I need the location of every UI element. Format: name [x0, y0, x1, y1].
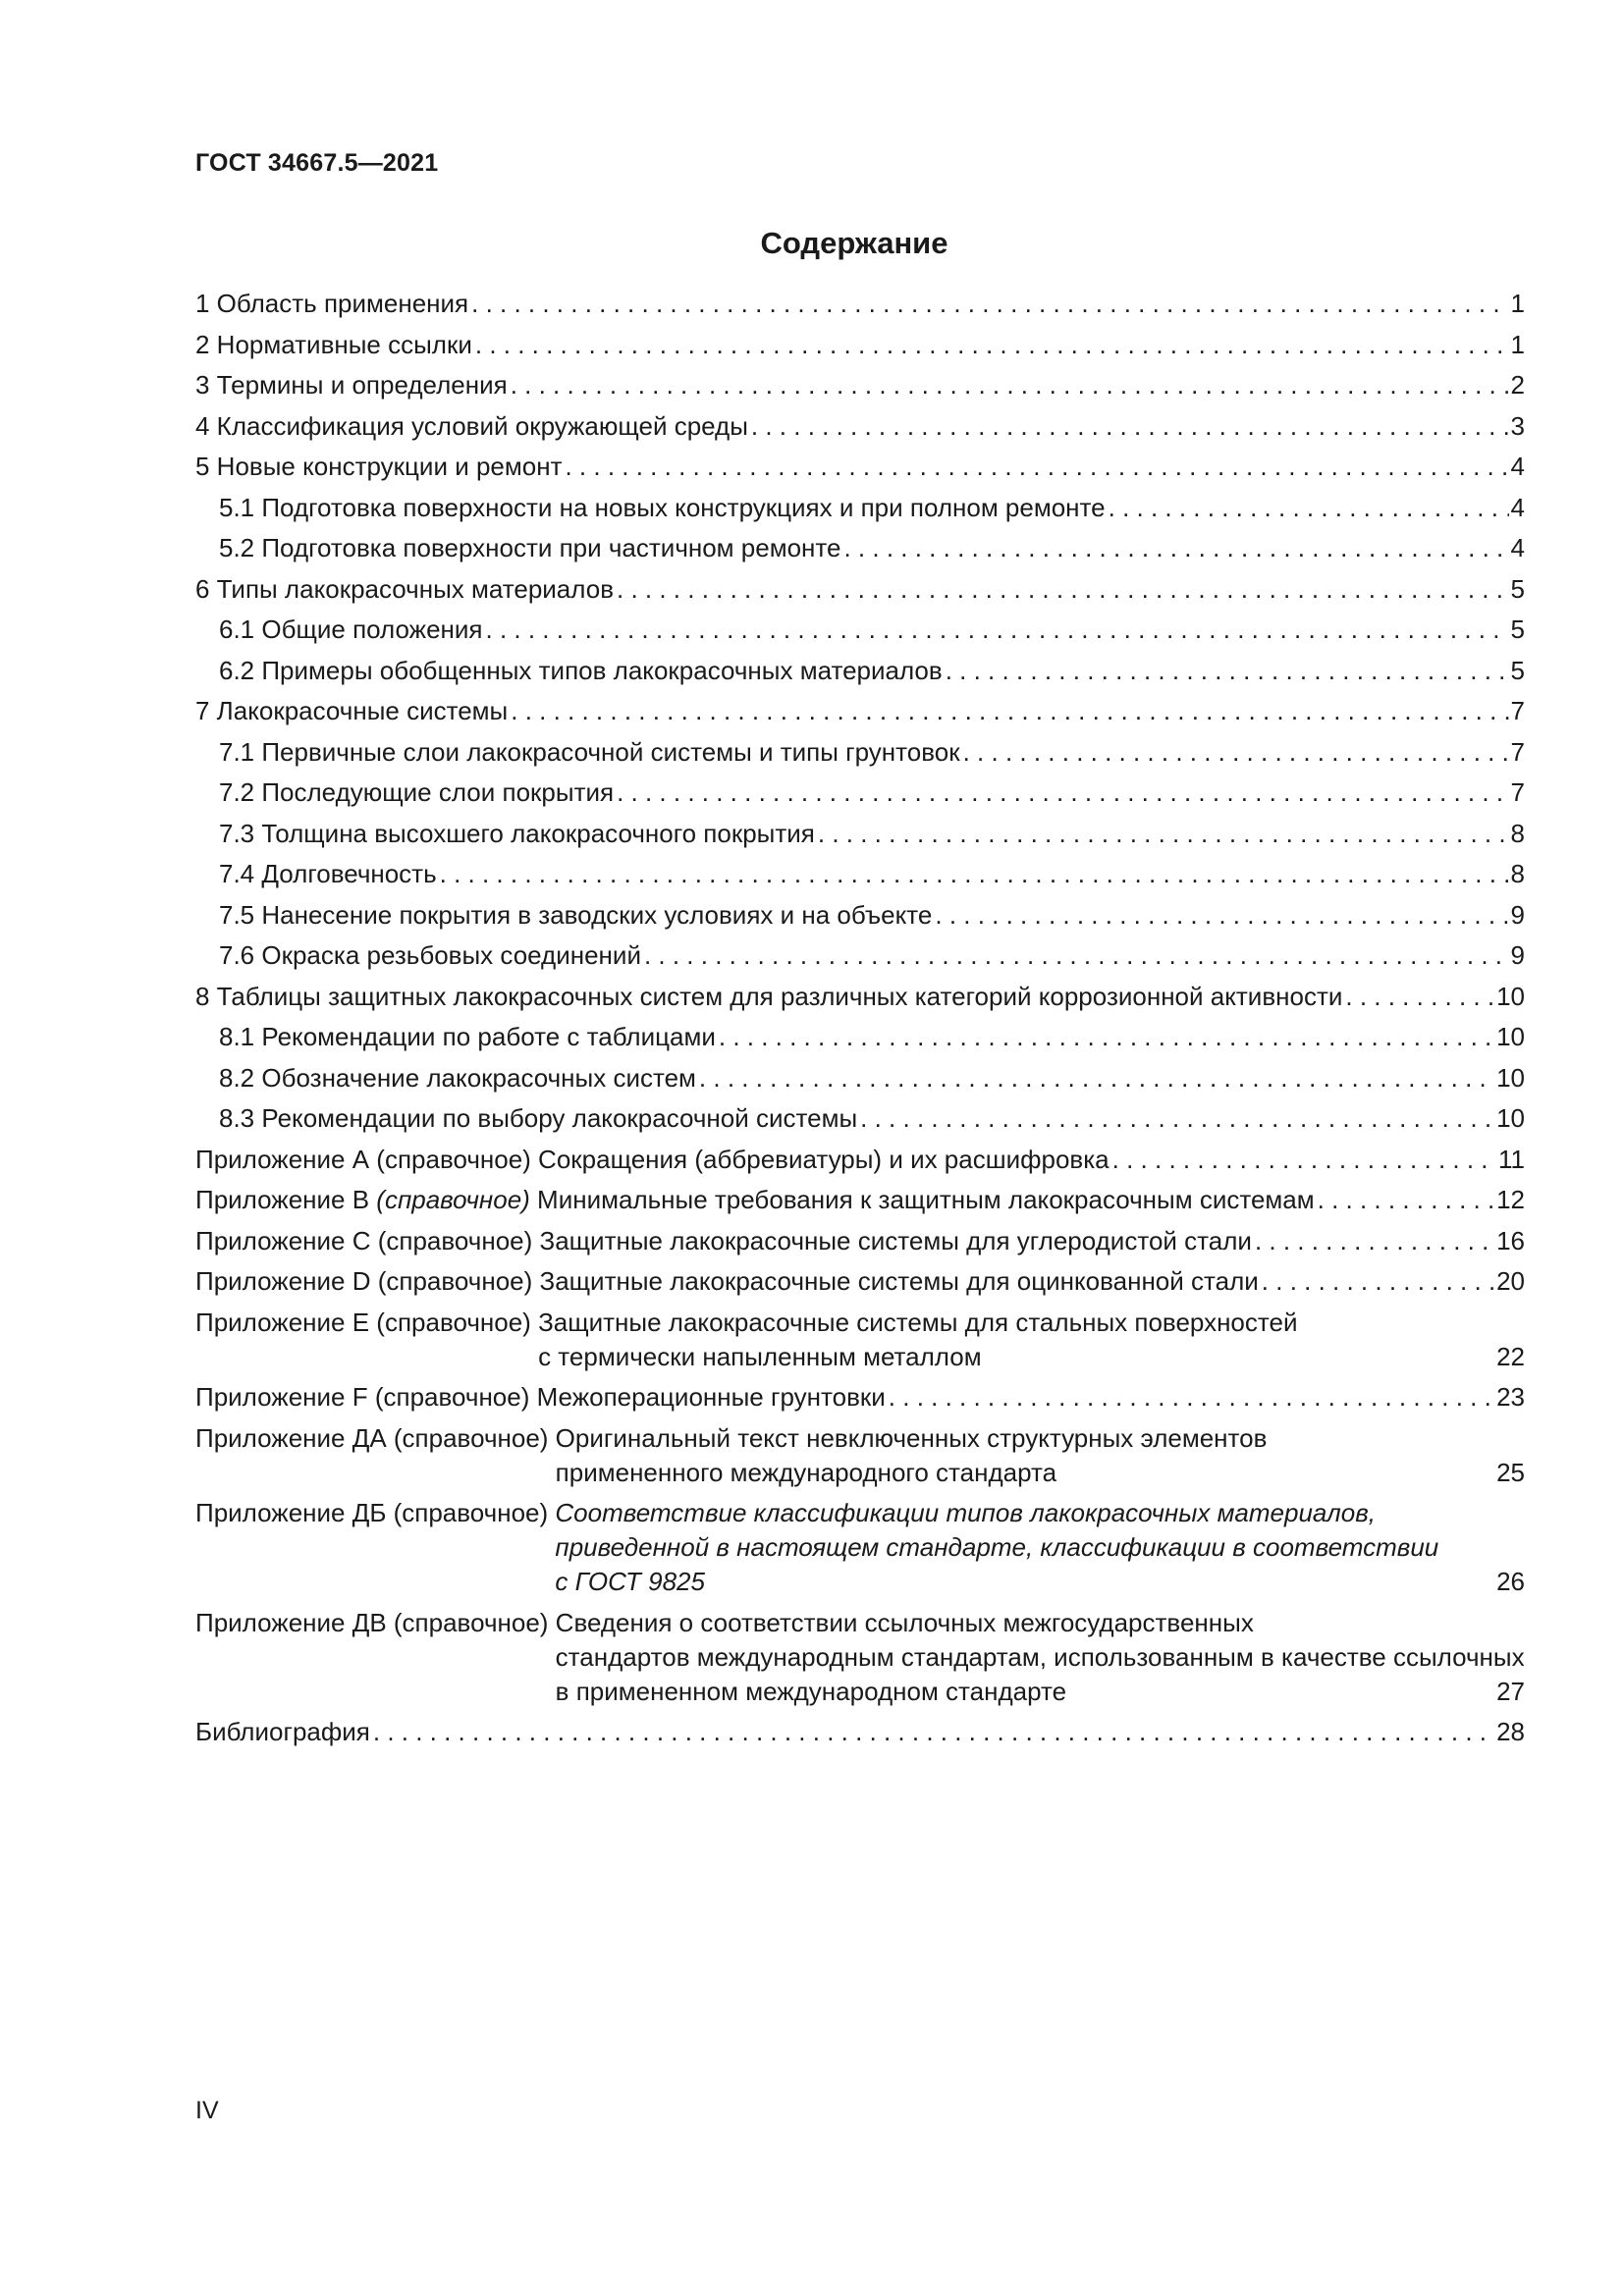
- toc-entry-5-1[interactable]: [195, 491, 1525, 525]
- toc-entry-7-6[interactable]: [195, 938, 1525, 973]
- appendix-title: Минимальные требования к защитным лакокрасочным системам: [529, 1185, 1315, 1214]
- toc-entry-label: Приложение F (справочное) Межоперационные грунтовки: [195, 1382, 886, 1412]
- toc-entry-line: с ГОСТ 9825: [555, 1567, 705, 1596]
- toc-entry-line: с термически напыленным металлом: [538, 1341, 982, 1371]
- toc-entry-label: 6.1 Общие положения: [219, 614, 483, 644]
- toc-page-number: 23: [1496, 1382, 1525, 1412]
- toc-entry-prefix: Приложение Е (справочное): [195, 1307, 539, 1337]
- toc-entry-label: 6 Типы лакокрасочных материалов: [195, 573, 615, 604]
- leader-dots: [815, 817, 1509, 851]
- leader-dots: [748, 409, 1509, 444]
- toc-entry-4[interactable]: [195, 409, 1525, 444]
- page-number: IV: [195, 2097, 219, 2124]
- toc-entry-8-3[interactable]: [195, 1101, 1525, 1136]
- toc-entry-bibliography[interactable]: [195, 1715, 1525, 1749]
- toc-entry-line: Защитные лакокрасочные системы для стальных поверхностей: [538, 1307, 1298, 1337]
- leader-dots: [857, 1101, 1494, 1136]
- toc-page-number: 10: [1496, 1062, 1525, 1093]
- toc-entry-6-1[interactable]: [195, 613, 1525, 647]
- toc-page-number: 9: [1510, 940, 1525, 970]
- toc-page-number: 1: [1510, 289, 1525, 318]
- toc-page-number: 11: [1498, 1144, 1525, 1174]
- leader-dots: [641, 938, 1509, 973]
- toc-page-number: 8: [1510, 859, 1525, 888]
- toc-entry-appendix-e[interactable]: [195, 1306, 1525, 1374]
- toc-entry-label: 1 Область применения: [195, 289, 469, 318]
- toc-entry-label: 3 Термины и определения: [195, 370, 508, 400]
- toc-title: Содержание: [760, 226, 948, 260]
- toc-entry-6[interactable]: [195, 572, 1525, 607]
- toc-page-number: 1: [1510, 329, 1525, 359]
- toc-entry-label: 7.6 Окраска резьбовых соединений: [219, 940, 641, 970]
- toc-entry-label: 7.4 Долговечность: [219, 859, 437, 888]
- toc-entry-8[interactable]: [195, 980, 1525, 1014]
- document-code: ГОСТ 34667.5—2021: [195, 149, 439, 177]
- toc-entry-label: 2 Нормативные ссылки: [195, 329, 472, 359]
- leader-dots: [472, 328, 1509, 362]
- toc-entry-label: 5 Новые конструкции и ремонт: [195, 452, 563, 481]
- toc-entry-8-1[interactable]: [195, 1020, 1525, 1054]
- toc-entry-label: Приложение А (справочное) Сокращения (аббревиатуры) и их расшифровка: [195, 1144, 1110, 1174]
- leader-dots: [1106, 491, 1509, 525]
- toc-entry-label: 7 Лакокрасочные системы: [195, 696, 509, 725]
- toc-entry-label: 8.1 Рекомендации по работе с таблицами: [219, 1022, 716, 1051]
- leader-dots: [1110, 1143, 1496, 1177]
- toc-entry-line: Оригинальный текст невключенных структурных элементов: [555, 1422, 1268, 1453]
- leader-dots: [483, 613, 1509, 647]
- leader-dots: [1252, 1224, 1494, 1258]
- toc-page-number: 3: [1510, 410, 1525, 441]
- toc-entry-8-2[interactable]: [195, 1061, 1525, 1095]
- toc-entry-appendix-db[interactable]: [195, 1496, 1525, 1599]
- leader-dots: [943, 654, 1509, 688]
- leader-dots: [1342, 980, 1494, 1014]
- toc-entry-appendix-f[interactable]: [195, 1380, 1525, 1415]
- leader-dots: [886, 1380, 1494, 1415]
- toc-page-number: 10: [1496, 1103, 1525, 1133]
- toc-entry-appendix-d[interactable]: [195, 1264, 1525, 1299]
- toc-entry-line: в примененном международном стандарте: [555, 1676, 1067, 1706]
- leader-dots: [468, 287, 1508, 321]
- toc-entry-label: 7.3 Толщина высохшего лакокрасочного покрытия: [219, 818, 815, 848]
- toc-entry-appendix-b[interactable]: [195, 1183, 1525, 1217]
- toc-entry-1[interactable]: [195, 287, 1525, 321]
- toc-entry-label: Приложение С (справочное) Защитные лакокрасочные системы для углеродистой стали: [195, 1225, 1252, 1255]
- toc-page-number: 9: [1510, 899, 1525, 930]
- toc-entry-7-2[interactable]: [195, 775, 1525, 810]
- table-of-contents: [195, 287, 1525, 1756]
- toc-entry-5[interactable]: [195, 450, 1525, 484]
- toc-page-number: 22: [1496, 1341, 1525, 1371]
- toc-page-number: 7: [1510, 696, 1525, 725]
- leader-dots: [716, 1020, 1494, 1054]
- toc-entry-line: примененного международного стандарта: [555, 1457, 1057, 1487]
- toc-page-number: 7: [1510, 777, 1525, 807]
- toc-entry-line: приведенной в настоящем стандарте, классификации в соответствии: [555, 1532, 1439, 1562]
- toc-entry-label: 8.2 Обозначение лакокрасочных систем: [219, 1062, 696, 1093]
- toc-page-number: 10: [1496, 981, 1525, 1011]
- toc-entry-label: 7.5 Нанесение покрытия в заводских условиях и на объекте: [219, 899, 933, 930]
- toc-entry-3[interactable]: [195, 368, 1525, 402]
- toc-entry-appendix-a[interactable]: [195, 1143, 1525, 1177]
- leader-dots: [696, 1061, 1494, 1095]
- toc-page-number: 4: [1510, 452, 1525, 481]
- leader-dots: [1259, 1264, 1494, 1299]
- toc-entry-label: 5.2 Подготовка поверхности при частичном ремонте: [219, 533, 841, 562]
- toc-page-number: 7: [1510, 736, 1525, 767]
- leader-dots: [508, 694, 1508, 728]
- leader-dots: [437, 857, 1509, 891]
- toc-page-number: 4: [1510, 533, 1525, 562]
- toc-entry-label: 4 Классификация условий окружающей среды: [195, 410, 748, 441]
- toc-entry-line: Сведения о соответствии ссылочных межгосударственных: [555, 1607, 1254, 1637]
- toc-page-number: 20: [1496, 1266, 1525, 1296]
- toc-page-number: 5: [1510, 614, 1525, 644]
- toc-page-number: 16: [1496, 1225, 1525, 1255]
- leader-dots: [508, 368, 1509, 402]
- toc-page-number: 28: [1496, 1717, 1525, 1746]
- leader-dots: [840, 531, 1508, 565]
- leader-dots: [562, 450, 1508, 484]
- toc-entry-appendix-dv[interactable]: [195, 1606, 1525, 1709]
- toc-entry-label: 6.2 Примеры обобщенных типов лакокрасочных материалов: [219, 655, 943, 685]
- toc-entry-prefix: Приложение ДА (справочное): [195, 1422, 556, 1453]
- leader-dots: [370, 1715, 1494, 1749]
- toc-page-number: 8: [1510, 818, 1525, 848]
- toc-page-number: 25: [1496, 1457, 1525, 1487]
- toc-entry-line: Соответствие классификации типов лакокрасочных материалов,: [555, 1498, 1376, 1527]
- toc-page-number: 5: [1510, 573, 1525, 604]
- toc-entry-appendix-c[interactable]: [195, 1224, 1525, 1258]
- toc-entry-6-2[interactable]: [195, 654, 1525, 688]
- toc-page-number: 10: [1496, 1022, 1525, 1051]
- toc-entry-label: Приложение D (справочное) Защитные лакокрасочные системы для оцинкованной стали: [195, 1266, 1259, 1296]
- toc-page-number: 26: [1496, 1567, 1525, 1596]
- toc-page-number: 2: [1510, 370, 1525, 400]
- toc-entry-label: 7.1 Первичные слои лакокрасочной системы и типы грунтовок: [219, 736, 960, 767]
- toc-entry-appendix-da[interactable]: [195, 1421, 1525, 1490]
- toc-page-number: 5: [1510, 655, 1525, 685]
- toc-entry-prefix: Приложение ДВ (справочное): [195, 1607, 556, 1637]
- appendix-status: (справочное): [376, 1185, 530, 1214]
- toc-page-number: 4: [1510, 492, 1525, 522]
- leader-dots: [1315, 1183, 1494, 1217]
- appendix-prefix: Приложение В: [195, 1185, 377, 1214]
- toc-entry-label: [195, 1183, 1315, 1217]
- toc-entry-7-1[interactable]: [195, 735, 1525, 770]
- toc-entry-7-5[interactable]: [195, 898, 1525, 933]
- toc-entry-label: 5.1 Подготовка поверхности на новых конструкциях и при полном ремонте: [219, 492, 1106, 522]
- toc-entry-line: стандартов международным стандартам, использованным в качестве ссылочных: [555, 1641, 1525, 1672]
- toc-entry-label: 8.3 Рекомендации по выбору лакокрасочной системы: [219, 1103, 858, 1133]
- toc-entry-7-3[interactable]: [195, 817, 1525, 851]
- toc-entry-7-4[interactable]: [195, 857, 1525, 891]
- toc-entry-label: Библиография: [195, 1717, 370, 1746]
- toc-entry-7[interactable]: [195, 694, 1525, 728]
- toc-entry-5-2[interactable]: [195, 531, 1525, 565]
- toc-page-number: 12: [1496, 1185, 1525, 1214]
- toc-entry-prefix: Приложение ДБ (справочное): [195, 1498, 556, 1527]
- toc-entry-label: 8 Таблицы защитных лакокрасочных систем для различных категорий коррозионной активности: [195, 981, 1343, 1011]
- leader-dots: [614, 572, 1509, 607]
- leader-dots: [960, 735, 1509, 770]
- toc-page-number: 27: [1496, 1676, 1525, 1706]
- leader-dots: [614, 775, 1508, 810]
- leader-dots: [932, 898, 1508, 933]
- toc-entry-label: 7.2 Последующие слои покрытия: [219, 777, 615, 807]
- toc-entry-2[interactable]: [195, 328, 1525, 362]
